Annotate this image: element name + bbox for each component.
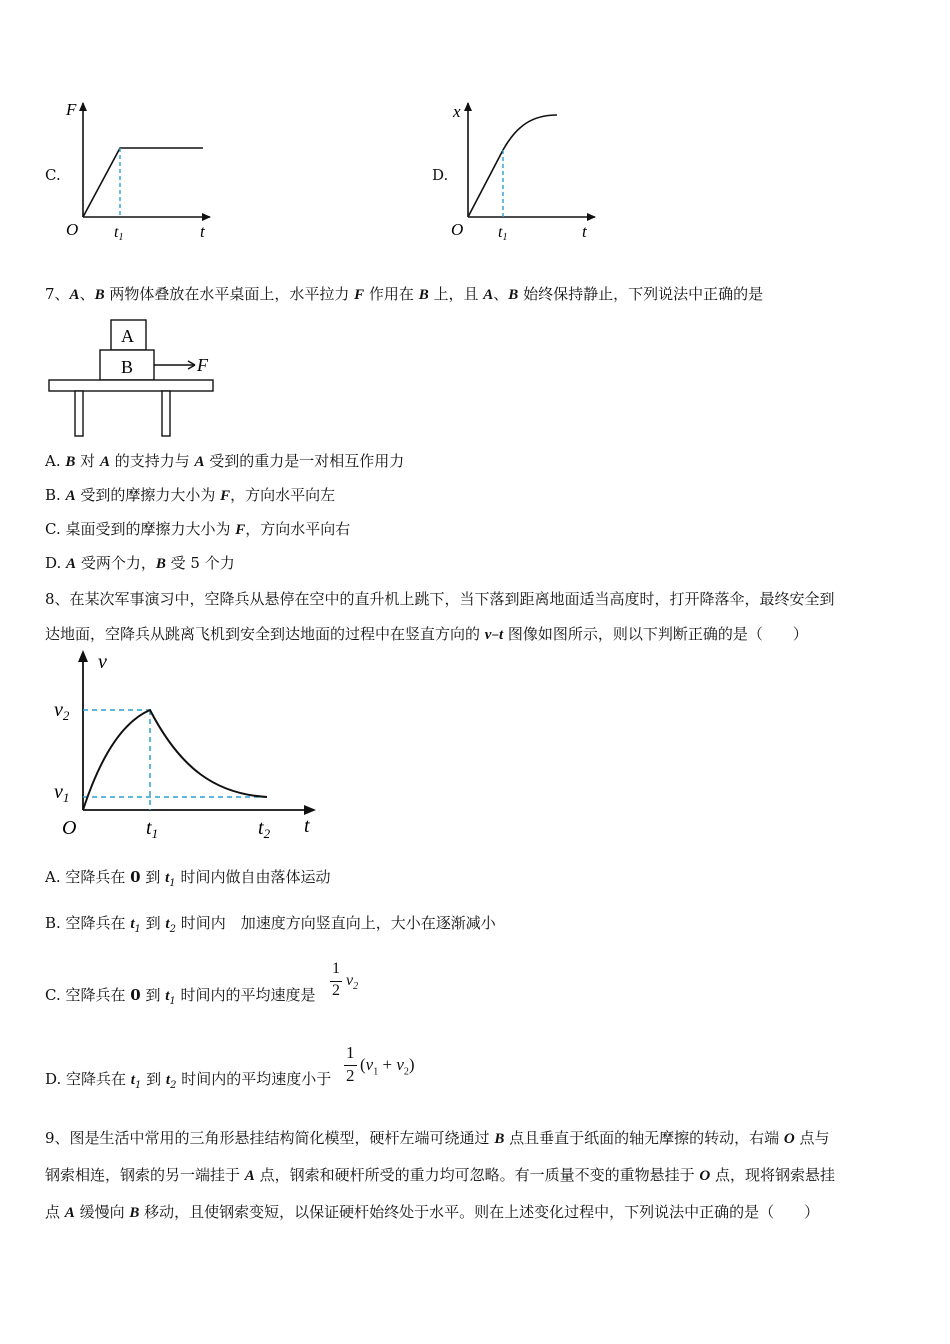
text-run: A	[99, 454, 110, 470]
t1-label: t1	[114, 224, 124, 243]
v1-label: $v_1$	[54, 781, 70, 805]
q7-figure	[45, 315, 225, 440]
q6-option-d-graph	[445, 95, 605, 245]
text-run: B	[94, 287, 105, 303]
text-run: ，方向水平向右	[245, 520, 351, 538]
origin-label: O	[451, 220, 464, 239]
text-run: A.	[45, 452, 66, 470]
q6-option-c-graph	[58, 95, 218, 245]
frac-numerator: 1	[332, 960, 340, 977]
text-run: A	[194, 454, 205, 470]
block-b-label: B	[121, 357, 134, 377]
text-run: v	[484, 627, 492, 643]
text-run: 点且垂直于纸面的轴无摩擦的转动，右端	[504, 1129, 784, 1147]
text-run: A	[69, 287, 80, 303]
text-run: 2	[170, 1080, 177, 1091]
text-run: 、	[79, 285, 95, 303]
text-run: t	[498, 627, 504, 643]
text-run: C. 桌面受到的摩擦力大小为	[45, 520, 236, 538]
y-axis-arrow	[78, 650, 88, 662]
t1-label: t1	[498, 224, 508, 243]
text-run: 时间内的平均速度是	[175, 986, 316, 1004]
frac-denominator: 2	[346, 1066, 355, 1085]
text-run: 受到的摩擦力大小为	[75, 486, 221, 504]
text-run: A	[65, 488, 76, 504]
text-run: 移动，且使钢索变短，以保证硬杆始终处于水平。则在上述变化过程中，下列说法中正确的是（ ）	[139, 1203, 820, 1221]
q7-option-b[interactable]	[45, 484, 335, 507]
q8-vt-graph	[50, 648, 330, 844]
x-axis-arrow	[304, 805, 316, 815]
q8-option-b[interactable]	[45, 912, 496, 941]
frac-denominator: 2	[332, 982, 340, 999]
text-run: 图像如图所示，则以下判断正确的是（ ）	[503, 625, 808, 643]
q8-option-c-formula	[330, 960, 370, 1006]
text-run: 图是生活中常用的三角形悬挂结构简化模型，硬杆左端可绕通过	[69, 1129, 495, 1147]
text-run: 受两个力，	[76, 554, 156, 572]
q8-option-c[interactable]	[45, 984, 316, 1013]
text-run: 点与	[794, 1129, 830, 1147]
text-run: D.	[45, 554, 67, 572]
y-axis-label: x	[453, 102, 461, 121]
block-a-label: A	[121, 326, 134, 346]
q7-stem	[45, 283, 763, 306]
x-axis-label: t	[304, 815, 310, 837]
text-run: t	[165, 916, 170, 932]
q7-option-a[interactable]	[45, 450, 404, 473]
q9-stem-line3	[45, 1201, 819, 1224]
table-top	[49, 380, 213, 391]
text-run: t	[130, 1072, 135, 1088]
text-run: t	[165, 1072, 171, 1088]
text-run: 到	[140, 914, 166, 932]
text-run: 1	[169, 996, 176, 1007]
text-run: 缓慢向	[74, 1203, 130, 1221]
text-run: C. 空降兵在	[45, 986, 131, 1004]
q7-option-d[interactable]	[45, 552, 235, 575]
t1-label: $t_1$	[146, 817, 159, 841]
text-run: B	[155, 556, 166, 572]
text-run: 受 5 个力	[165, 554, 235, 572]
v2-label: $v_2$	[54, 699, 70, 723]
text-run: O	[783, 1131, 795, 1147]
q6-option-c-label: C.	[45, 166, 61, 184]
text-run: 、	[493, 285, 509, 303]
text-run: 达地面，空降兵从跳离飞机到安全到达地面的过程中在竖直方向的	[45, 625, 485, 643]
question-number: 8、	[45, 590, 70, 608]
text-run: B	[508, 287, 519, 303]
question-number: 7、	[45, 285, 70, 303]
text-run: 始终保持静止，下列说法中正确的是	[518, 285, 764, 303]
text-run: B	[65, 454, 76, 470]
x-axis-label: t	[200, 222, 205, 241]
text-run: B	[129, 1205, 140, 1221]
text-run: 1	[169, 878, 176, 889]
q8-option-d[interactable]	[45, 1068, 331, 1097]
text-run: 时间内 加速度方向竖直向上，大小在逐渐减小	[175, 914, 496, 932]
force-curve	[83, 148, 203, 217]
text-run: B.	[45, 486, 66, 504]
text-run: A	[66, 556, 77, 572]
table-leg-left	[75, 391, 83, 436]
q6-option-d-label: D.	[432, 166, 449, 184]
text-run: 1	[134, 1080, 142, 1091]
q9-stem-line1	[45, 1127, 830, 1150]
origin-label: O	[66, 220, 79, 239]
frac-numerator: 1	[346, 1043, 355, 1062]
text-run: 点，钢索和硬杆所受的重力均可忽略。有一质量不变的重物悬挂于	[254, 1166, 700, 1184]
frac-variable: $v_2$	[346, 972, 359, 993]
text-run: F	[354, 287, 365, 303]
velocity-curve	[83, 710, 267, 810]
text-run: A. 空降兵在	[45, 868, 131, 886]
q8-option-a[interactable]	[45, 866, 330, 895]
text-run: t	[165, 870, 170, 886]
text-run: 0	[130, 868, 141, 886]
text-run: 1	[134, 924, 141, 935]
displacement-curve	[468, 115, 557, 217]
text-run: 0	[130, 986, 141, 1004]
text-run: F	[235, 522, 246, 538]
text-run: 到	[140, 868, 166, 886]
text-run: 点，现将钢索悬挂	[710, 1166, 835, 1184]
text-run: A	[64, 1205, 75, 1221]
q8-option-d-formula	[343, 1043, 433, 1091]
text-run: 对	[75, 452, 100, 470]
q9-stem-line2	[45, 1164, 835, 1187]
q8-stem-line2	[45, 623, 808, 646]
text-run: –	[491, 625, 499, 643]
text-run: O	[699, 1168, 711, 1184]
text-run: 两物体叠放在水平桌面上，水平拉力	[104, 285, 355, 303]
question-number: 9、	[45, 1129, 70, 1147]
origin-label: O	[62, 817, 77, 839]
stem-text: 在某次军事演习中，空降兵从悬停在空中的直升机上跳下，当下落到距离地面适当高度时，打开降落伞，最终安全到	[69, 590, 835, 608]
text-run: 时间内的平均速度小于	[176, 1070, 332, 1088]
text-run: B. 空降兵在	[45, 914, 131, 932]
y-axis-label: v	[98, 651, 107, 673]
text-run: 上，且	[428, 285, 484, 303]
text-run: 2	[169, 924, 176, 935]
table-leg-right	[162, 391, 170, 436]
x-axis-label: t	[582, 222, 587, 241]
frac-expression: $(v_1 + v_2)$	[360, 1055, 415, 1078]
text-run: A	[483, 287, 494, 303]
text-run: 到	[141, 1070, 166, 1088]
text-run: 作用在	[364, 285, 419, 303]
text-run: D. 空降兵在	[45, 1070, 131, 1088]
text-run: t	[165, 988, 170, 1004]
text-run: A	[244, 1168, 255, 1184]
text-run: ，方向水平向左	[230, 486, 336, 504]
text-run: 时间内做自由落体运动	[175, 868, 331, 886]
text-run: 受到的重力是一对相互作用力	[204, 452, 405, 470]
text-run: 点	[45, 1203, 65, 1221]
q7-option-c[interactable]	[45, 518, 350, 541]
force-label: F	[197, 355, 208, 375]
y-axis-label: F	[66, 100, 77, 119]
text-run: 到	[140, 986, 166, 1004]
t2-label: $t_2$	[258, 817, 271, 841]
text-run: 钢索相连，钢索的另一端挂于	[45, 1166, 245, 1184]
text-run: t	[130, 916, 135, 932]
text-run: B	[418, 287, 429, 303]
q8-stem-line1	[45, 588, 835, 610]
text-run: F	[220, 488, 231, 504]
text-run: 的支持力与	[109, 452, 195, 470]
text-run: B	[494, 1131, 505, 1147]
